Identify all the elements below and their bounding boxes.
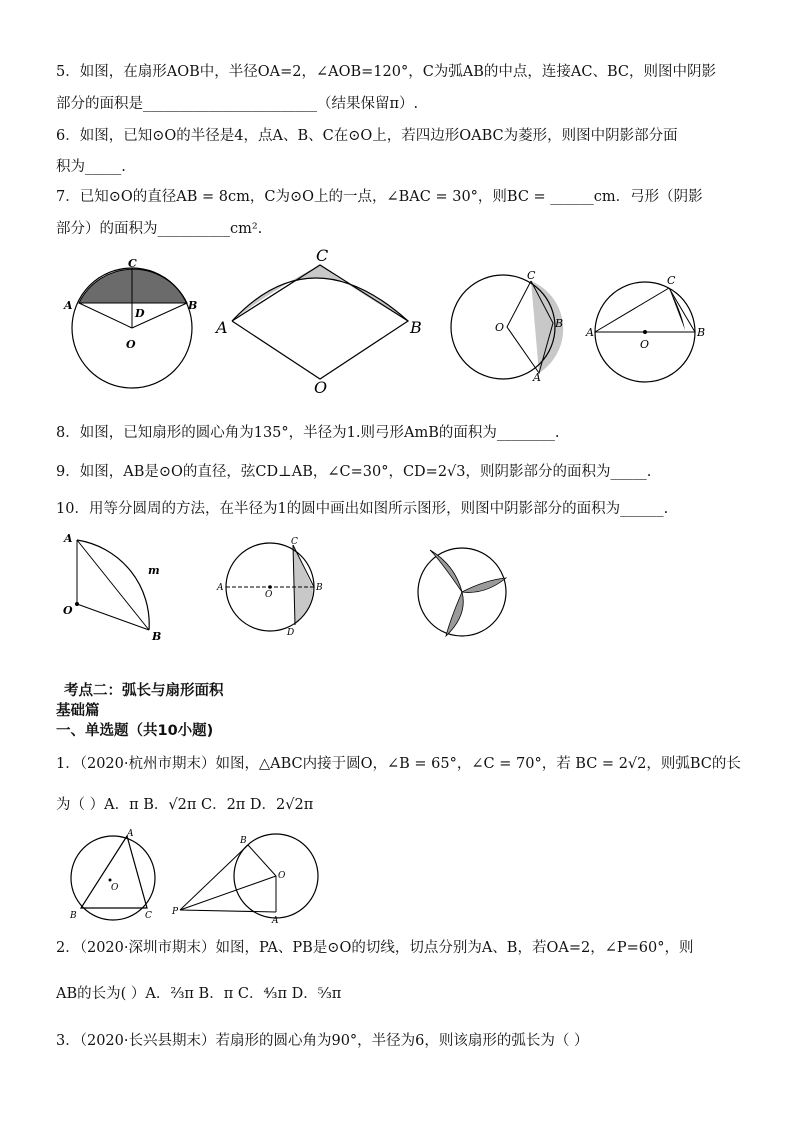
problem-9-line-1: 9．如图，AB是⊙O的直径，弦CD⊥AB，∠C=30°，CD=2√3，则阴影部分的面积为_____. (56, 464, 652, 480)
label-a: A (272, 916, 279, 926)
section-kaodian: 考点二：弧长与扇形面积 (64, 683, 224, 699)
problem-5-line-2: 部分的面积是________________________（结果保留π）. (56, 96, 419, 112)
label-o: O (314, 378, 328, 397)
label-c: C (316, 246, 329, 265)
figure-problem-5 (60, 255, 200, 400)
label-c: C (128, 257, 137, 270)
label-o: O (278, 871, 286, 881)
figure-problem-6b (445, 265, 580, 385)
q2-line-1: 2．（2020·深圳市期末）如图，PA、PB是⊙O的切线，切点分别为A、B，若OA=2，∠P=60°，则 (56, 940, 694, 956)
label-d: D (135, 307, 145, 320)
problem-8-line-1: 8．如图，已知扇形的圆心角为135°，半径为1.则弓形AmB的面积为________. (56, 425, 560, 441)
section-level: 基础篇 (56, 703, 100, 719)
label-o: O (265, 590, 273, 600)
label-p: P (172, 907, 179, 917)
label-b: B (410, 318, 422, 337)
q1-line-2: 为（ ）A．π B．√2π C．2π D．2√2π (56, 797, 314, 813)
figure-q2 (170, 830, 325, 925)
label-b: B (70, 911, 77, 921)
figure-problem-7 (585, 270, 715, 380)
label-d: D (287, 628, 295, 638)
problem-6-line-2: 积为_____. (56, 159, 126, 175)
label-a: A (217, 583, 224, 593)
label-a: A (533, 371, 541, 384)
label-a: A (216, 318, 228, 337)
label-a: A (586, 326, 594, 339)
label-b: B (188, 299, 198, 312)
q1-line-1: 1．（2020·杭州市期末）如图，△ABC内接于圆O，∠B = 65°，∠C = 70°，若 BC = 2√2，则弧BC的长 (56, 756, 741, 772)
figure-problem-9 (215, 535, 335, 640)
figure-problem-10 (410, 540, 515, 645)
label-b: B (697, 326, 706, 339)
label-o: O (111, 883, 119, 893)
label-o: O (495, 321, 505, 334)
figure-problem-8 (60, 530, 180, 645)
figure-q1 (65, 828, 165, 923)
label-o: O (640, 338, 650, 351)
problem-7-line-1: 7．已知⊙O的直径AB = 8cm，C为⊙O上的一点，∠BAC = 30°，则BC = ______cm．弓形（阴影 (56, 189, 703, 205)
problem-6-line-1: 6．如图，已知⊙O的半径是4，点A、B、C在⊙O上，若四边形OABC为菱形，则图中阴影部分面 (56, 128, 678, 144)
label-a: A (64, 532, 73, 545)
label-o: O (63, 604, 73, 617)
label-b: B (555, 317, 564, 330)
section-type: 一、单选题（共10小题) (56, 723, 214, 739)
label-c: C (145, 911, 152, 921)
label-b: B (316, 583, 323, 593)
label-a: A (64, 299, 73, 312)
label-b: B (152, 630, 162, 643)
q2-line-2: AB的长为( ）A．⅔π B．π C．⁴⁄₃π D．⁵⁄₃π (56, 986, 342, 1002)
q3-line-1: 3．（2020·长兴县期末）若扇形的圆心角为90°，半径为6，则该扇形的弧长为（ ） (56, 1033, 589, 1049)
problem-5-line-1: 5．如图，在扇形AOB中，半径OA=2，∠AOB=120°，C为弧AB的中点，连接AC、BC，则图中阴影 (56, 64, 717, 80)
problem-7-line-2: 部分）的面积为__________cm². (56, 221, 263, 237)
label-a: A (127, 829, 134, 839)
label-c: C (527, 269, 536, 282)
label-c: C (667, 274, 676, 287)
label-m: m (148, 564, 160, 577)
label-c: C (291, 537, 298, 547)
label-o: O (126, 338, 136, 351)
problem-10-line-1: 10．用等分圆周的方法，在半径为1的圆中画出如图所示图形，则图中阴影部分的面积为______. (56, 501, 669, 517)
label-b: B (240, 836, 247, 846)
figure-problem-6 (212, 245, 427, 395)
